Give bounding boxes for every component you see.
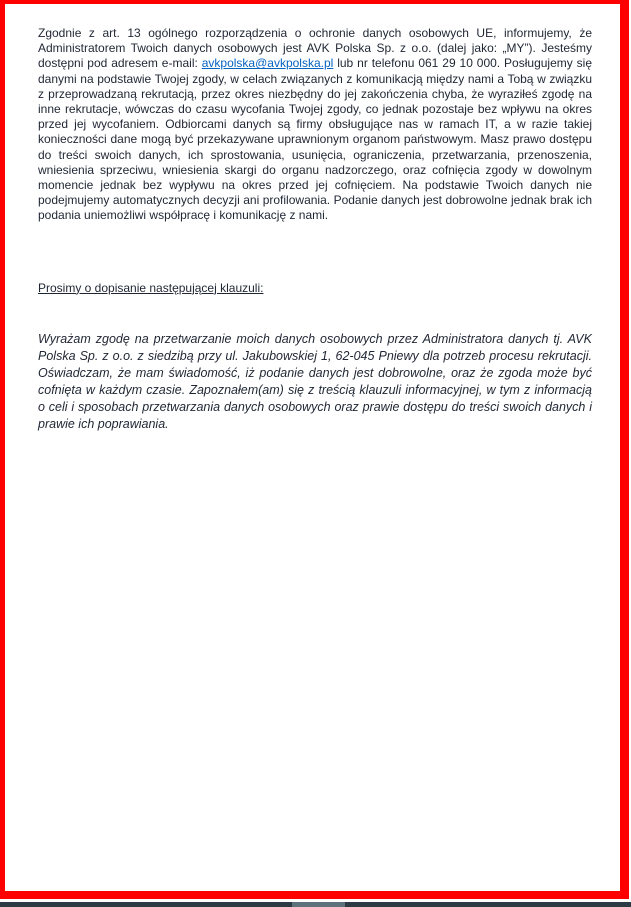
consent-clause-paragraph: Wyrażam zgodę na przetwarzanie moich danych osobowych przez Administratora danych tj. AVK Polska Sp. z o.o. z siedzibą przy ul. Jakubowskiej 1, 62-045 Pniewy dla potrzeb procesu rekrutacji. Oświadczam, że mam świadomość, iż podanie danych jest dobrowolne, oraz że zgoda może być cofnięta w każdym czasie. Zapoznałem(am) się z treścią klauzuli informacyjnej, w tym z informacją o celi i sposobach przetwarzania danych osobowych oraz prawie dostępu do treści swoich danych i prawie ich poprawiania. [38, 331, 592, 431]
gdpr-info-text-after-link: lub nr telefonu 061 29 10 000. Posługujemy się danymi na podstawie Twojej zgody, w celach związanych z komunikacją między nami a Tobą w związku z przeprowadzaną rekrutacją, przez okres niezbędny do jej zakończenia chyba, że wyraziłeś zgodę na inne rekrutacje, wówczas do czasu wycofania Twojej zgody, co jednak pozostaje bez wpływu na okres przed jej wycofaniem. Odbiorcami danych są firmy obsługujące nas w ramach IT, a w razie takiej konieczności dane mogą być przekazywane uprawnionym organom państwowym. Masz prawo dostępu do treści swoich danych, ich sprostowania, usunięcia, ograniczenia, przetwarzania, przenoszenia, wniesienia sprzeciwu, wniesienia skargi do organu nadzorczego, oraz cofnięcia zgody w dowolnym momencie jednak bez wypływu na okres przed jej cofnięciem. Na podstawie Twoich danych nie podejmujemy automatycznych decyzji ani profilowania. Podanie danych jest dobrowolne jednak brak ich podania uniemożliwi współpracę i komunikację z nami. [38, 56, 592, 223]
scrollbar-thumb[interactable] [292, 902, 345, 907]
page-content [5, 4, 620, 433]
gdpr-info-text-before-link: Zgodnie z art. 13 ogólnego rozporządzenia o ochronie danych osobowych UE, informujemy, że Administratorem Twoich danych osobowych jest AVK Polska Sp. z o.o. (dalej jako: „MY”). Jesteśmy dostępni pod adresem e-mail: [38, 26, 592, 71]
email-link[interactable]: avkpolska@avkpolska.pl [201, 56, 334, 71]
bottom-scrollbar-track[interactable] [0, 902, 631, 907]
clause-heading-text: Prosimy o dopisanie następującej klauzuli: [38, 280, 264, 295]
gdpr-info-paragraph [38, 26, 592, 224]
clause-heading [38, 281, 592, 296]
